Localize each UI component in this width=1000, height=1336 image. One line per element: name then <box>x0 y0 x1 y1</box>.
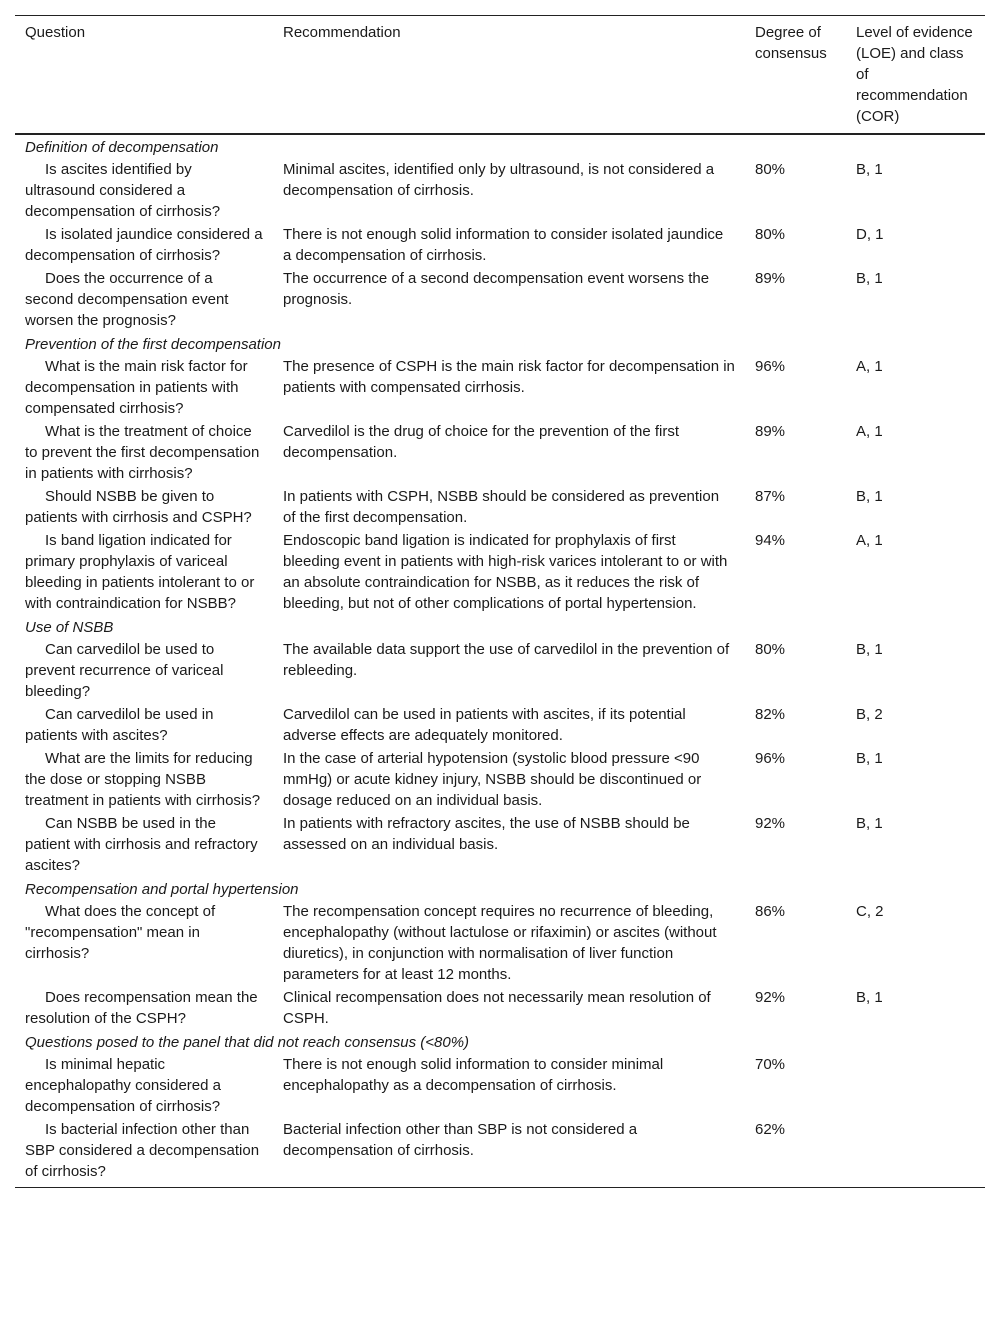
consensus-cell: 82% <box>755 706 786 723</box>
consensus-cell: 70% <box>755 1056 786 1073</box>
table-row <box>15 900 985 986</box>
question-cell: Can carvedilol be used in patients with ascites? <box>25 706 214 744</box>
recommendation-cell: Minimal ascites, identified only by ultrasound, is not considered a decompensation of cirrhosis. <box>283 161 715 199</box>
section-title: Definition of decompensation <box>25 139 219 156</box>
table-row <box>15 703 985 747</box>
loe-cell: A, 1 <box>856 358 883 375</box>
recommendation-cell: Carvedilol can be used in patients with ascites, if its potential adverse effects are adequately monitored. <box>283 706 686 744</box>
question-cell: Is isolated jaundice considered a decompensation of cirrhosis? <box>25 226 263 264</box>
recommendation-cell: In the case of arterial hypotension (systolic blood pressure <90 mmHg) or acute kidney injury, NSBB should be discontinued or dosage reduced on an individual basis. <box>283 750 702 809</box>
consensus-cell: 80% <box>755 161 786 178</box>
table-header <box>15 16 985 135</box>
section-title: Use of NSBB <box>25 619 114 636</box>
consensus-cell: 89% <box>755 423 786 440</box>
question-cell: Should NSBB be given to patients with cirrhosis and CSPH? <box>25 488 252 526</box>
recommendations-table <box>15 15 985 1188</box>
loe-cell: B, 1 <box>856 270 883 287</box>
section-row <box>15 332 985 355</box>
table-row <box>15 529 985 615</box>
loe-cell <box>846 1053 985 1118</box>
loe-cell: B, 1 <box>856 488 883 505</box>
header-question: Question <box>25 24 86 41</box>
section-row <box>15 877 985 900</box>
question-cell: Is bacterial infection other than SBP considered a decompensation of cirrhosis? <box>25 1121 260 1180</box>
recommendation-cell: Endoscopic band ligation is indicated for prophylaxis of first bleeding event in patients with high-risk varices intolerant to or with an absolute contraindication for NSBB, as it reduces the risk of bleeding, but not of other complications of portal hypertension. <box>283 532 728 612</box>
question-cell: What does the concept of "recompensation" mean in cirrhosis? <box>25 903 216 962</box>
recommendation-cell: Bacterial infection other than SBP is not considered a decompensation of cirrhosis. <box>283 1121 638 1159</box>
question-cell: Is minimal hepatic encephalopathy considered a decompensation of cirrhosis? <box>25 1056 221 1115</box>
section-row <box>15 1030 985 1053</box>
table-row <box>15 420 985 485</box>
section-title: Recompensation and portal hypertension <box>25 881 299 898</box>
question-cell: Is band ligation indicated for primary prophylaxis of variceal bleeding in patients intolerant to or with contraindication for NSBB? <box>25 532 255 612</box>
table-row <box>15 1053 985 1118</box>
table-row <box>15 485 985 529</box>
loe-cell: C, 2 <box>856 903 884 920</box>
table-row <box>15 223 985 267</box>
consensus-cell: 92% <box>755 815 786 832</box>
recommendation-cell: There is not enough solid information to consider minimal encephalopathy as a decompensation of cirrhosis. <box>283 1056 664 1094</box>
consensus-cell: 89% <box>755 270 786 287</box>
consensus-cell: 80% <box>755 641 786 658</box>
question-cell: What is the main risk factor for decompensation in patients with compensated cirrhosis? <box>25 358 248 417</box>
recommendation-cell: Carvedilol is the drug of choice for the prevention of the first decompensation. <box>283 423 680 461</box>
consensus-cell: 94% <box>755 532 786 549</box>
question-cell: Can carvedilol be used to prevent recurrence of variceal bleeding? <box>25 641 224 700</box>
header-consensus: Degree of consensus <box>755 24 827 62</box>
loe-cell <box>846 1118 985 1188</box>
loe-cell: A, 1 <box>856 532 883 549</box>
recommendation-cell: The available data support the use of carvedilol in the prevention of rebleeding. <box>283 641 730 679</box>
header-loe: Level of evidence (LOE) and class of recommendation (COR) <box>856 24 973 125</box>
table-row <box>15 1118 985 1188</box>
recommendation-cell: The occurrence of a second decompensation event worsens the prognosis. <box>283 270 710 308</box>
consensus-cell: 80% <box>755 226 786 243</box>
section-row <box>15 615 985 638</box>
table-row <box>15 812 985 877</box>
loe-cell: A, 1 <box>856 423 883 440</box>
consensus-cell: 96% <box>755 358 786 375</box>
loe-cell: B, 1 <box>856 161 883 178</box>
question-cell: What is the treatment of choice to prevent the first decompensation in patients with cirrhosis? <box>25 423 260 482</box>
recommendation-cell: There is not enough solid information to consider isolated jaundice a decompensation of cirrhosis. <box>283 226 724 264</box>
question-cell: Does the occurrence of a second decompensation event worsen the prognosis? <box>25 270 229 329</box>
recommendations-table-container <box>15 15 985 1188</box>
question-cell: Does recompensation mean the resolution of the CSPH? <box>25 989 258 1027</box>
consensus-cell: 86% <box>755 903 786 920</box>
table-row <box>15 267 985 332</box>
table-row <box>15 747 985 812</box>
section-row <box>15 134 985 158</box>
table-row <box>15 638 985 703</box>
consensus-cell: 92% <box>755 989 786 1006</box>
loe-cell: B, 1 <box>856 989 883 1006</box>
question-cell: What are the limits for reducing the dose or stopping NSBB treatment in patients with cirrhosis? <box>25 750 261 809</box>
consensus-cell: 96% <box>755 750 786 767</box>
loe-cell: B, 1 <box>856 750 883 767</box>
recommendation-cell: The recompensation concept requires no recurrence of bleeding, encephalopathy (without lactulose or rifaximin) or ascites (without diuretics), in conjunction with normalisation of liver function parameters for at least 12 months. <box>283 903 717 983</box>
table-row <box>15 986 985 1030</box>
consensus-cell: 87% <box>755 488 786 505</box>
question-cell: Is ascites identified by ultrasound considered a decompensation of cirrhosis? <box>25 161 221 220</box>
loe-cell: B, 1 <box>856 641 883 658</box>
recommendation-cell: Clinical recompensation does not necessarily mean resolution of CSPH. <box>283 989 711 1027</box>
header-row <box>15 16 985 135</box>
consensus-cell: 62% <box>755 1121 786 1138</box>
recommendation-cell: In patients with refractory ascites, the use of NSBB should be assessed on an individual basis. <box>283 815 690 853</box>
section-title: Prevention of the first decompensation <box>25 336 281 353</box>
table-row <box>15 355 985 420</box>
table-row <box>15 158 985 223</box>
question-cell: Can NSBB be used in the patient with cirrhosis and refractory ascites? <box>25 815 258 874</box>
recommendation-cell: The presence of CSPH is the main risk factor for decompensation in patients with compensated cirrhosis. <box>283 358 735 396</box>
recommendation-cell: In patients with CSPH, NSBB should be considered as prevention of the first decompensation. <box>283 488 720 526</box>
loe-cell: B, 1 <box>856 815 883 832</box>
section-title: Questions posed to the panel that did not reach consensus (<80%) <box>25 1034 470 1051</box>
loe-cell: D, 1 <box>856 226 884 243</box>
header-recommendation: Recommendation <box>283 24 401 41</box>
loe-cell: B, 2 <box>856 706 883 723</box>
table-body <box>15 134 985 1188</box>
